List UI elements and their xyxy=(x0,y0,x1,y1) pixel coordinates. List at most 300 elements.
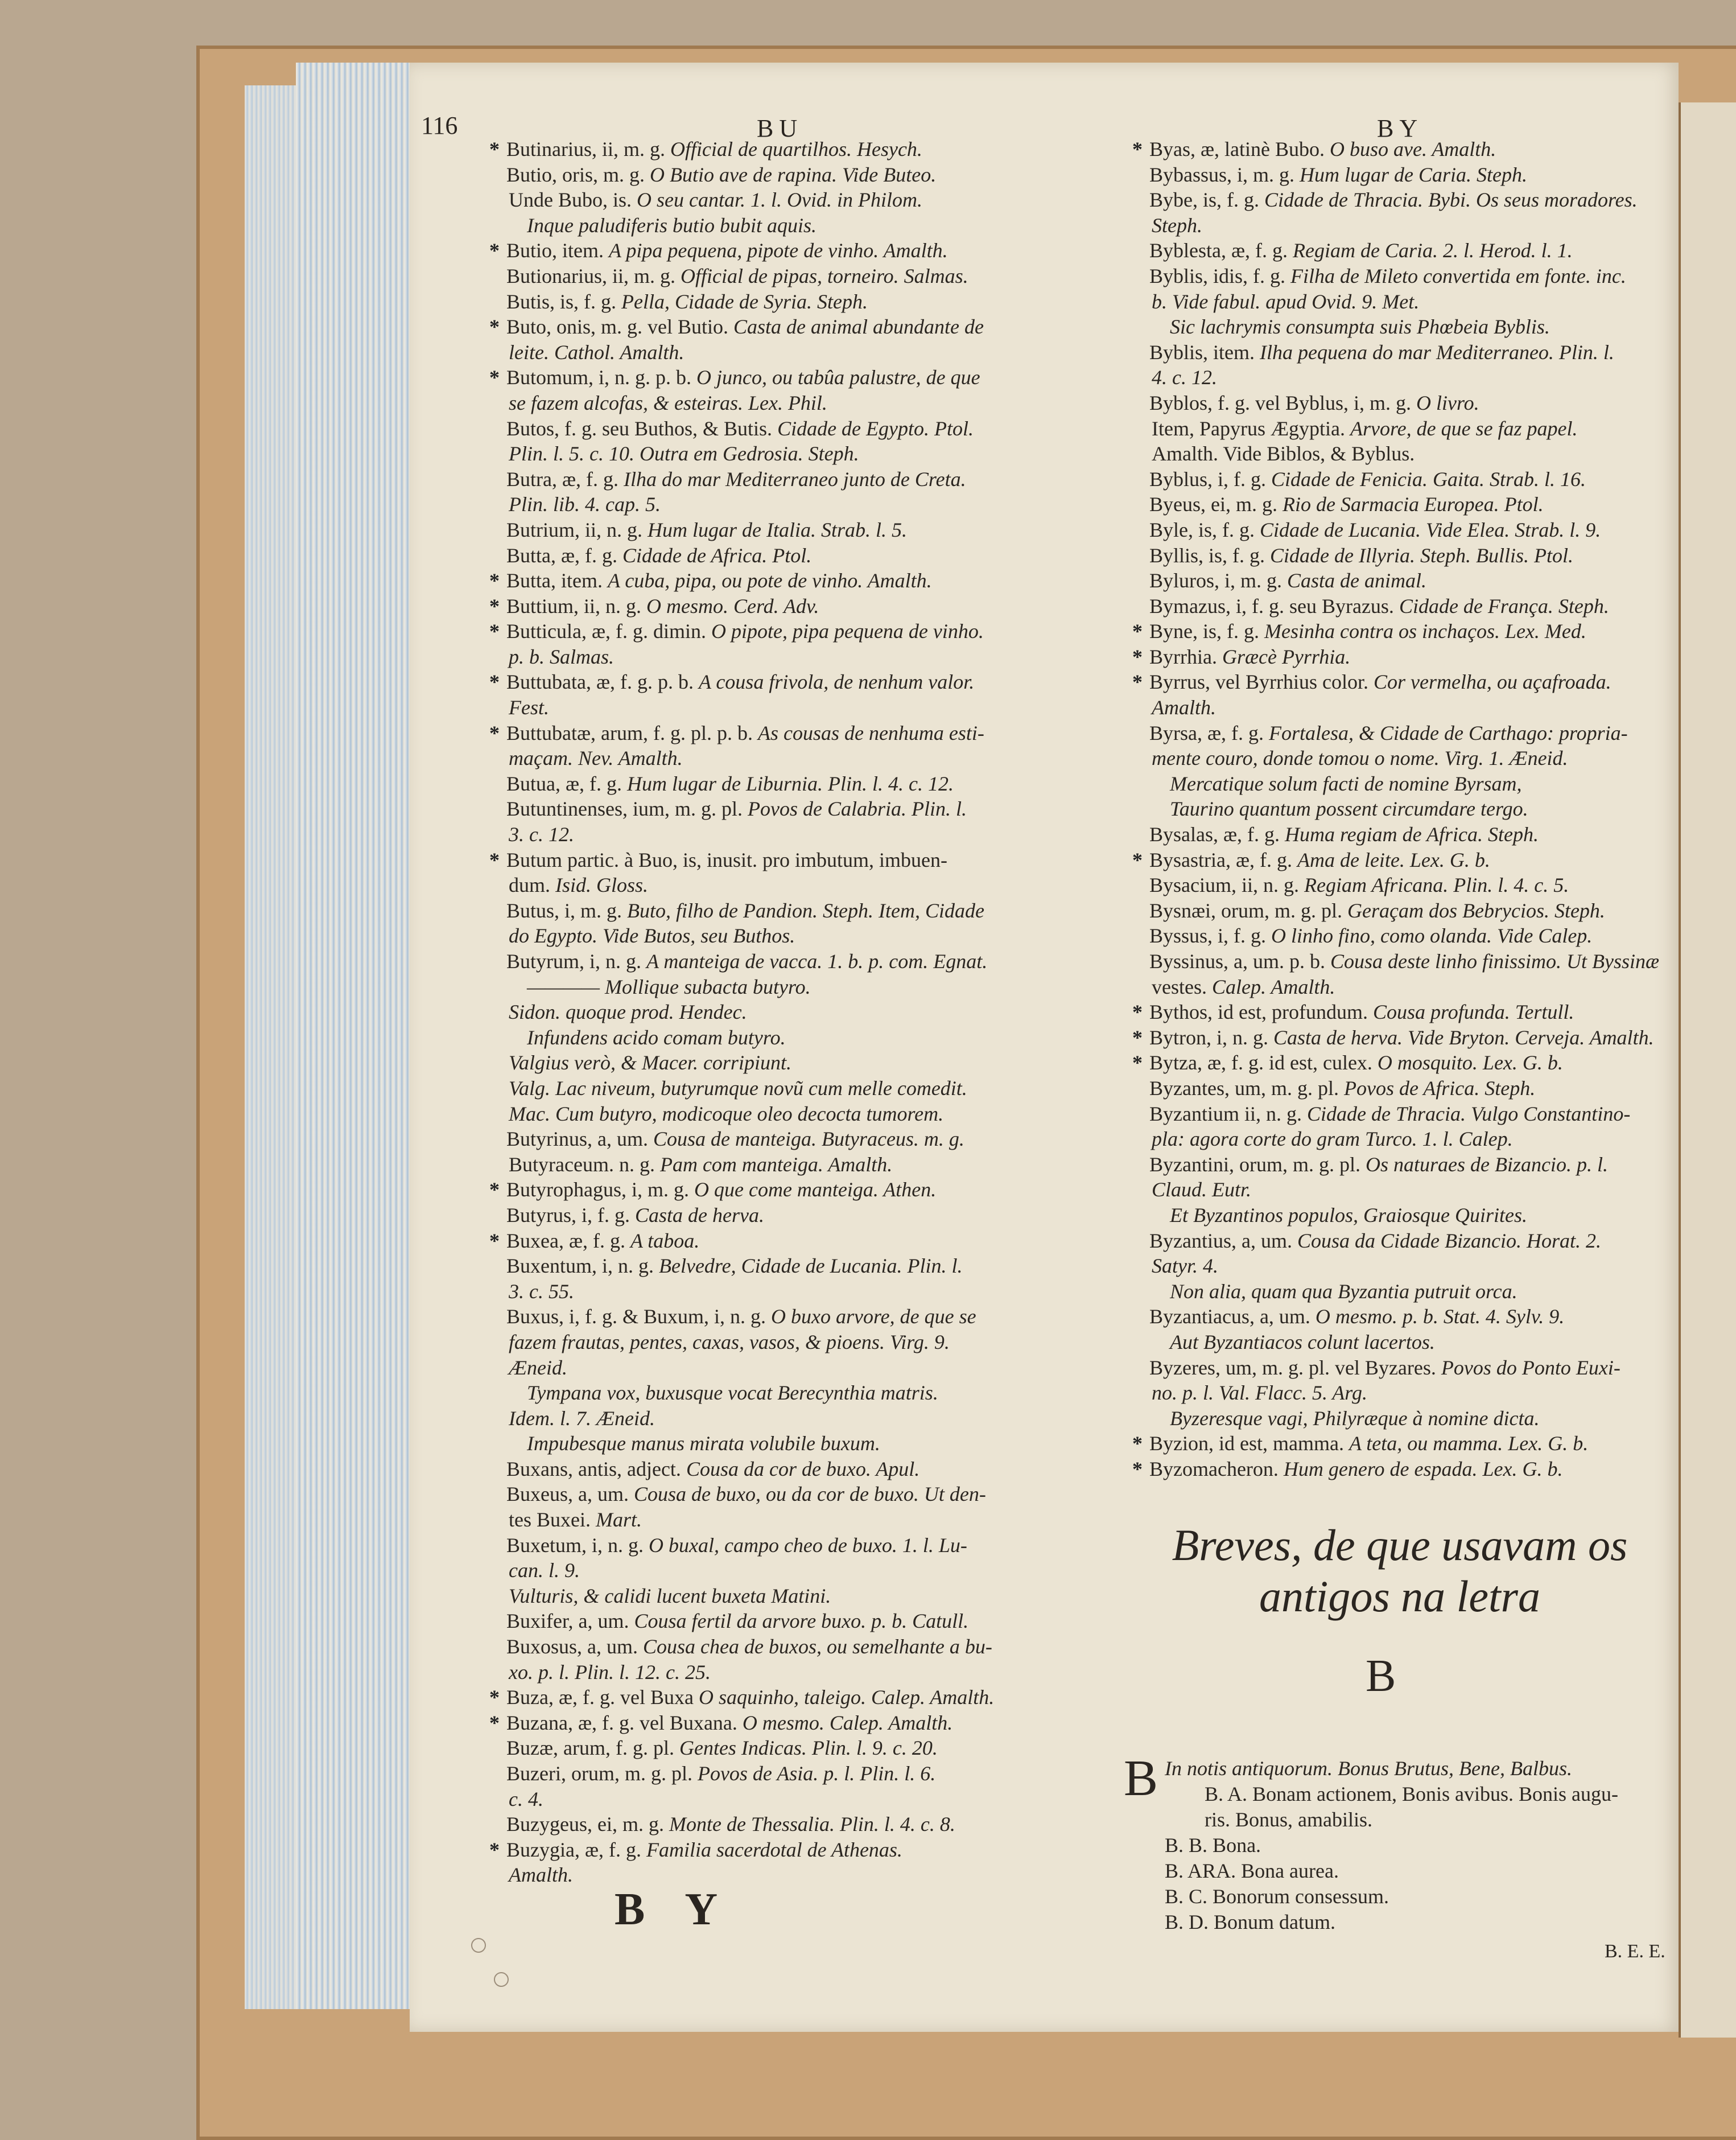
dictionary-entry-line xyxy=(1132,492,1667,517)
dictionary-entry-line xyxy=(1132,416,1667,442)
entry-definition: Amalth. xyxy=(509,1863,573,1887)
dictionary-entry-line xyxy=(489,1558,1092,1583)
section-heading: BY xyxy=(615,1884,758,1935)
entry-definition: Mart. xyxy=(595,1508,642,1532)
entry-definition: Arvore, de que se faz papel. xyxy=(1350,417,1578,440)
dictionary-entry-line xyxy=(489,517,1092,543)
entry-definition: O Butio ave de rapina. Vide Buteo. xyxy=(650,163,937,186)
entry-headword: Byzantium ii, n. g. xyxy=(1149,1102,1307,1125)
page-edges-inner xyxy=(296,63,410,2009)
entry-headword: dum. xyxy=(509,874,556,897)
dictionary-entry-line xyxy=(1132,517,1667,543)
entry-definition: Et Byzantinos populos, Graiosque Quirites. xyxy=(1170,1203,1527,1227)
asterisk-marker: * xyxy=(1132,670,1143,694)
entry-definition: Casta de herva. Vide Bryton. Cerveja. Amalth. xyxy=(1273,1026,1654,1049)
entry-definition: O seu cantar. 1. l. Ovid. in Philom. xyxy=(637,188,922,212)
dictionary-entry-line xyxy=(489,340,1092,365)
entry-definition: Æneid. xyxy=(509,1356,567,1379)
entry-definition: Povos do Ponto Euxi- xyxy=(1441,1356,1620,1379)
entry-definition: Tympana vox, buxusque vocat Berecynthia matris. xyxy=(527,1381,938,1405)
entry-definition: Inque paludiferis butio bubit aquis. xyxy=(527,213,817,237)
entry-definition: Regiam Africana. Plin. l. 4. c. 5. xyxy=(1304,874,1569,897)
running-header-right: BY xyxy=(1377,114,1424,142)
dictionary-entry-line xyxy=(1132,1203,1667,1228)
breves-list xyxy=(1124,1750,1670,1935)
entry-definition: Valg. Lac niveum, butyrumque novũ cum melle comedit. xyxy=(509,1076,967,1100)
entry-definition: A teta, ou mamma. Lex. G. b. xyxy=(1349,1432,1589,1455)
entry-definition: O junco, ou tabûa palustre, de que xyxy=(696,366,980,389)
entry-definition: 4. c. 12. xyxy=(1152,366,1217,389)
entry-definition: O buso ave. Amalth. xyxy=(1330,138,1496,160)
asterisk-marker: * xyxy=(489,1229,500,1252)
dictionary-entry-line xyxy=(1132,1177,1667,1203)
entry-headword: Byas, æ, latinè Bubo. xyxy=(1149,138,1330,160)
entry-headword: Byllis, is, f. g. xyxy=(1149,544,1271,567)
entry-headword: Butyrinus, a, um. xyxy=(506,1127,653,1151)
entry-headword: Buzæ, arum, f. g. pl. xyxy=(506,1736,679,1760)
entry-headword: Bysalas, æ, f. g. xyxy=(1149,823,1285,846)
entry-definition: do Egypto. Vide Butos, seu Buthos. xyxy=(509,924,795,948)
dictionary-entry-line xyxy=(489,999,1092,1025)
dictionary-entry-line xyxy=(489,1685,1092,1710)
entry-headword: Buxentum, i, n. g. xyxy=(506,1254,659,1278)
entry-headword: Byblesta, æ, f. g. xyxy=(1149,239,1293,262)
asterisk-marker: * xyxy=(1132,1051,1143,1075)
entry-headword: vestes. xyxy=(1152,975,1212,998)
dictionary-entry-line xyxy=(1132,898,1667,924)
entry-definition: O mesmo. Calep. Amalth. xyxy=(742,1711,953,1734)
dictionary-entry-line xyxy=(489,594,1092,619)
entry-headword: Byzion, id est, mamma. xyxy=(1149,1432,1349,1455)
entry-definition: O pipote, pipa pequena de vinho. xyxy=(711,620,984,643)
breves-title-line2: antigos na letra xyxy=(1259,1571,1540,1621)
entry-definition: A manteiga de vacca. 1. b. p. com. Egnat. xyxy=(646,950,988,973)
dictionary-entry-line xyxy=(489,441,1092,467)
dictionary-entry-line xyxy=(489,1076,1092,1101)
entry-definition: Official de pipas, torneiro. Salmas. xyxy=(681,264,968,287)
dictionary-entry-line xyxy=(489,289,1092,315)
entry-definition: Sic lachrymis consumpta suis Phœbeia Byblis. xyxy=(1170,315,1550,339)
dictionary-entry-line xyxy=(489,1228,1092,1254)
entry-definition: Cousa de manteiga. Butyraceus. m. g. xyxy=(653,1127,964,1151)
entry-headword: Byzantius, a, um. xyxy=(1149,1229,1297,1252)
breves-line: B. ARA. Bona aurea. xyxy=(1165,1859,1339,1882)
dictionary-entry-line xyxy=(1132,746,1667,771)
dictionary-entry-line xyxy=(1132,137,1667,162)
entry-headword: Butticula, æ, f. g. dimin. xyxy=(506,620,711,643)
asterisk-marker: * xyxy=(1132,848,1143,871)
dictionary-entry-line xyxy=(1132,1279,1667,1304)
asterisk-marker: * xyxy=(489,1711,500,1734)
entry-definition: Cor vermelha, ou açafroada. xyxy=(1373,670,1611,694)
dictionary-entry-line xyxy=(1132,669,1667,695)
entry-definition: Rio de Sarmacia Europea. Ptol. xyxy=(1282,493,1544,516)
breves-letter: B xyxy=(1366,1651,1396,1701)
entry-headword: Buzana, æ, f. g. vel Buxana. xyxy=(506,1711,743,1734)
dictionary-entry-line xyxy=(1132,644,1667,670)
dictionary-entry-line xyxy=(489,416,1092,442)
entry-definition: Calep. Amalth. xyxy=(1211,975,1335,998)
dictionary-entry-line xyxy=(1132,619,1667,644)
dictionary-entry-line xyxy=(1132,467,1667,492)
entry-headword: tes Buxei. xyxy=(509,1508,596,1532)
entry-definition: Plin. lib. 4. cap. 5. xyxy=(509,493,661,516)
entry-definition: Geraçam dos Bebrycios. Steph. xyxy=(1347,899,1605,922)
entry-headword: Butum partic. à Buo, is, inusit. pro imbutum, imbuen- xyxy=(506,848,947,871)
entry-definition: 3. c. 55. xyxy=(509,1279,574,1303)
dictionary-entry-line xyxy=(489,1025,1092,1051)
entry-headword: Butrium, ii, n. g. xyxy=(506,518,648,541)
entry-definition: Gentes Indicas. Plin. l. 9. c. 20. xyxy=(679,1736,938,1760)
entry-headword: Byzantini, orum, m. g. pl. xyxy=(1149,1153,1366,1176)
entry-definition: O mesmo. Cerd. Adv. xyxy=(646,594,819,618)
entry-definition: Cousa de buxo, ou da cor de buxo. Ut den- xyxy=(633,1483,986,1506)
entry-headword: Bytron, i, n. g. xyxy=(1149,1026,1274,1049)
asterisk-marker: * xyxy=(489,721,500,744)
entry-definition: Cidade de Fenicia. Gaita. Strab. l. 16. xyxy=(1271,467,1586,491)
entry-headword: Butua, æ, f. g. xyxy=(506,772,627,795)
dictionary-entry-line xyxy=(1132,1456,1667,1482)
entry-definition: Povos de Asia. p. l. Plin. l. 6. xyxy=(697,1762,936,1785)
entry-definition: Impubesque manus mirata volubile buxum. xyxy=(527,1432,880,1455)
entry-headword: Butomum, i, n. g. p. b. xyxy=(506,366,697,389)
dictionary-entry-line xyxy=(489,543,1092,569)
right-column xyxy=(1132,137,1667,1481)
entry-definition: Cousa deste linho finissimo. Ut Byssinæ xyxy=(1330,950,1660,973)
dictionary-entry-line xyxy=(1132,213,1667,238)
entry-headword: Byrrus, vel Byrrhius color. xyxy=(1149,670,1374,694)
entry-definition: O saquinho, taleigo. Calep. Amalth. xyxy=(698,1686,995,1709)
dictionary-entry-line xyxy=(1132,822,1667,847)
entry-definition: Cidade de Thracia. Vulgo Constantino- xyxy=(1306,1102,1631,1125)
dictionary-entry-line xyxy=(489,264,1092,289)
dictionary-entry-line xyxy=(489,1101,1092,1127)
dictionary-entry-line xyxy=(489,1406,1092,1431)
entry-definition: ———— Mollique subacta butyro. xyxy=(527,975,811,998)
dictionary-entry-line xyxy=(1132,1126,1667,1152)
dictionary-entry-line xyxy=(489,644,1092,670)
entry-definition: fazem frautas, pentes, caxas, vasos, & pioens. Virg. 9. xyxy=(509,1330,950,1353)
entry-definition: Hum lugar de Italia. Strab. l. 5. xyxy=(648,518,908,541)
entry-headword: Byzantiacus, a, um. xyxy=(1149,1305,1316,1328)
entry-headword: Unde Bubo, is. xyxy=(509,188,637,212)
entry-headword: Butyrum, i, n. g. xyxy=(506,950,647,973)
entry-definition: Povos de Calabria. Plin. l. xyxy=(748,797,967,821)
breves-line: B. B. Bona. xyxy=(1165,1834,1261,1857)
dictionary-entry-line xyxy=(489,365,1092,390)
entry-headword: Byblis, item. xyxy=(1149,340,1260,364)
dictionary-entry-line xyxy=(1132,1304,1667,1330)
dictionary-entry-line xyxy=(1132,1406,1667,1431)
entry-headword: Byblus, i, f. g. xyxy=(1149,467,1272,491)
entry-headword: Byrrhia. xyxy=(1149,645,1222,668)
entry-definition: leite. Cathol. Amalth. xyxy=(509,340,684,364)
entry-headword: Byrsa, æ, f. g. xyxy=(1149,721,1269,744)
entry-headword: Byzeres, um, m. g. pl. vel Byzares. xyxy=(1149,1356,1441,1379)
dictionary-entry-line xyxy=(489,1583,1092,1609)
dictionary-entry-line xyxy=(1132,1355,1667,1381)
dictionary-entry-line xyxy=(489,187,1092,213)
entry-definition: As cousas de nenhuma esti- xyxy=(757,721,984,744)
asterisk-marker: * xyxy=(489,620,500,643)
entry-headword: Buzygeus, ei, m. g. xyxy=(506,1813,669,1836)
asterisk-marker: * xyxy=(1132,1432,1143,1455)
entry-headword: Butta, item. xyxy=(506,569,608,592)
entry-definition: O livro. xyxy=(1416,391,1479,414)
dictionary-entry-line xyxy=(489,721,1092,746)
drop-cap: B xyxy=(1124,1750,1158,1806)
entry-definition: Cidade de Egypto. Ptol. xyxy=(777,417,974,440)
dictionary-entry-line xyxy=(489,1710,1092,1736)
entry-definition: Cousa da cor de buxo. Apul. xyxy=(686,1457,920,1480)
entry-definition: Taurino quantum possent circumdare tergo. xyxy=(1170,797,1528,821)
entry-definition: O mesmo. p. b. Stat. 4. Sylv. 9. xyxy=(1315,1305,1565,1328)
entry-definition: O buxal, campo cheo de buxo. 1. l. Lu- xyxy=(649,1533,967,1557)
dictionary-entry-line xyxy=(489,1380,1092,1406)
dictionary-entry-line xyxy=(1132,289,1667,315)
entry-headword: Bybassus, i, m. g. xyxy=(1149,163,1300,186)
entry-definition: Cousa da Cidade Bizancio. Horat. 2. xyxy=(1297,1229,1601,1252)
entry-headword: Bysastria, æ, f. g. xyxy=(1149,848,1297,871)
entry-headword: Butio, oris, m. g. xyxy=(506,163,650,186)
asterisk-marker: * xyxy=(489,1838,500,1861)
entry-headword: Byssus, i, f. g. xyxy=(1149,924,1272,948)
asterisk-marker: * xyxy=(489,670,500,694)
entry-definition: A taboa. xyxy=(630,1229,700,1252)
asterisk-marker: * xyxy=(489,1686,500,1709)
entry-definition: Sidon. quoque prod. Hendec. xyxy=(509,1001,747,1024)
entry-headword: Buttubata, æ, f. g. p. b. xyxy=(506,670,699,694)
running-header-left: BU xyxy=(757,114,803,142)
dictionary-entry-line xyxy=(489,238,1092,264)
dictionary-entry-line xyxy=(489,1253,1092,1279)
entry-definition: Infundens acido comam butyro. xyxy=(527,1026,786,1049)
entry-headword: Byssinus, a, um. p. b. xyxy=(1149,950,1331,973)
entry-definition: Pam com manteiga. Amalth. xyxy=(659,1153,893,1176)
entry-definition: Steph. xyxy=(1152,213,1202,237)
asterisk-marker: * xyxy=(489,569,500,592)
entry-headword: Butus, i, m. g. xyxy=(506,899,628,922)
asterisk-marker: * xyxy=(1132,645,1143,668)
dictionary-entry-line xyxy=(489,1507,1092,1533)
entry-headword: Bythos, id est, profundum. xyxy=(1149,1001,1373,1024)
entry-definition: Plin. l. 5. c. 10. Outra em Gedrosia. Steph. xyxy=(509,442,859,466)
dictionary-entry-line xyxy=(489,1456,1092,1482)
entry-definition: Fortalesa, & Cidade de Carthago: propria- xyxy=(1269,721,1628,744)
entry-headword: Buzygia, æ, f. g. xyxy=(506,1838,646,1861)
asterisk-marker: * xyxy=(489,239,500,262)
punch-hole xyxy=(471,1938,486,1953)
breves-first-line: In notis antiquorum. Bonus Brutus, Bene, Balbus. xyxy=(1165,1757,1573,1780)
dictionary-entry-line xyxy=(1132,847,1667,873)
asterisk-marker: * xyxy=(489,594,500,618)
entry-definition: Mesinha contra os inchaços. Lex. Med. xyxy=(1264,620,1586,643)
asterisk-marker: * xyxy=(489,1178,500,1201)
entry-definition: Fest. xyxy=(509,696,549,719)
dictionary-entry-line xyxy=(1132,974,1667,1000)
dictionary-entry-line xyxy=(489,746,1092,771)
dictionary-entry-line xyxy=(1132,390,1667,416)
entry-definition: Familia sacerdotal de Athenas. xyxy=(646,1838,902,1861)
dictionary-entry-line xyxy=(1132,1228,1667,1254)
left-column xyxy=(489,137,1092,1888)
entry-definition: Idem. l. 7. Æneid. xyxy=(509,1406,655,1430)
dictionary-entry-line xyxy=(489,568,1092,594)
entry-headword: Butta, æ, f. g. xyxy=(506,544,622,567)
entry-definition: A cuba, pipa, ou pote de vinho. Amalth. xyxy=(607,569,932,592)
dictionary-entry-line xyxy=(489,162,1092,188)
dictionary-entry-line xyxy=(489,1761,1092,1787)
asterisk-marker: * xyxy=(1132,1457,1143,1480)
page-number: 116 xyxy=(421,112,458,139)
dictionary-entry-line xyxy=(489,669,1092,695)
entry-headword: Byzantes, um, m. g. pl. xyxy=(1149,1076,1344,1100)
entry-headword: Byblis, idis, f. g. xyxy=(1149,264,1291,287)
entry-headword: Byzomacheron. xyxy=(1149,1457,1284,1480)
dictionary-entry-line xyxy=(1132,1431,1667,1456)
entry-definition: Hum lugar de Caria. Steph. xyxy=(1300,163,1528,186)
dictionary-entry-line xyxy=(1132,923,1667,949)
entry-definition: Pella, Cidade de Syria. Steph. xyxy=(621,290,868,313)
entry-definition: Amalth. xyxy=(1152,696,1216,719)
entry-definition: A cousa frivola, de nenhum valor. xyxy=(698,670,975,694)
asterisk-marker: * xyxy=(1132,620,1143,643)
dictionary-entry-line xyxy=(489,1862,1092,1888)
dictionary-entry-line xyxy=(1132,949,1667,974)
entry-definition: Claud. Eutr. xyxy=(1152,1178,1252,1201)
entry-definition: Valgius verò, & Macer. corripiunt. xyxy=(509,1051,791,1075)
entry-definition: Cidade de Lucania. Vide Elea. Strab. l. 9. xyxy=(1260,518,1601,541)
entry-definition: 3. c. 12. xyxy=(509,823,574,846)
asterisk-marker: * xyxy=(489,138,500,160)
asterisk-marker: * xyxy=(489,366,500,389)
entry-headword: Butio, item. xyxy=(506,239,609,262)
entry-definition: Belvedre, Cidade de Lucania. Plin. l. xyxy=(659,1254,963,1278)
dictionary-entry-line xyxy=(489,847,1092,873)
entry-definition: Aut Byzantiacos colunt lacertos. xyxy=(1170,1330,1435,1353)
dictionary-entry-line xyxy=(1132,594,1667,619)
dictionary-entry-line xyxy=(489,873,1092,898)
facing-page-edge xyxy=(1679,102,1736,2038)
dictionary-entry-line xyxy=(489,1177,1092,1203)
dictionary-entry-line xyxy=(1132,1076,1667,1101)
entry-definition: Mercatique solum facti de nomine Byrsam, xyxy=(1170,772,1522,795)
entry-definition: O linho fino, como olanda. Vide Calep. xyxy=(1271,924,1593,948)
dictionary-entry-line xyxy=(1132,1152,1667,1178)
dictionary-entry-line xyxy=(489,1431,1092,1456)
dictionary-entry-line xyxy=(489,1152,1092,1178)
dictionary-entry-line xyxy=(489,1279,1092,1304)
dictionary-entry-line xyxy=(489,1787,1092,1812)
dictionary-entry-line xyxy=(489,1481,1092,1507)
entry-headword: Buxetum, i, n. g. xyxy=(506,1533,649,1557)
entry-definition: Non alia, quam qua Byzantia putruit orca. xyxy=(1170,1279,1518,1303)
dictionary-entry-line xyxy=(489,1050,1092,1076)
entry-headword: Bysnæi, orum, m. g. pl. xyxy=(1149,899,1348,922)
entry-definition: Cousa fertil da arvore buxo. p. b. Catull. xyxy=(634,1610,969,1633)
dictionary-entry-line xyxy=(1132,543,1667,569)
entry-definition: Ilha do mar Mediterraneo junto de Creta. xyxy=(623,467,966,491)
catchword: B. E. E. xyxy=(1605,1941,1665,1962)
breves-title xyxy=(1132,1520,1667,1622)
entry-definition: Official de quartilhos. Hesych. xyxy=(670,138,922,160)
entry-headword: Buto, onis, m. g. vel Butio. xyxy=(506,315,734,339)
dictionary-entry-line xyxy=(1132,1330,1667,1355)
dictionary-entry-line xyxy=(1132,238,1667,264)
dictionary-entry-line xyxy=(489,619,1092,644)
entry-definition: Cidade de França. Steph. xyxy=(1399,594,1609,618)
entry-definition: b. Vide fabul. apud Ovid. 9. Met. xyxy=(1152,290,1420,313)
dictionary-entry-line xyxy=(489,771,1092,797)
entry-definition: Povos de Africa. Steph. xyxy=(1343,1076,1536,1100)
entry-definition: Cidade de Africa. Ptol. xyxy=(622,544,812,567)
entry-definition: p. b. Salmas. xyxy=(509,645,615,668)
entry-headword: Buxea, æ, f. g. xyxy=(506,1229,630,1252)
dictionary-entry-line xyxy=(489,1608,1092,1634)
entry-definition: maçam. Nev. Amalth. xyxy=(509,747,683,770)
entry-headword: Byeus, ei, m. g. xyxy=(1149,493,1283,516)
dictionary-entry-line xyxy=(1132,441,1667,467)
punch-hole xyxy=(494,1972,509,1987)
entry-definition: Isid. Gloss. xyxy=(555,874,649,897)
dictionary-entry-line xyxy=(1132,340,1667,365)
entry-definition: Hum lugar de Liburnia. Plin. l. 4. c. 12. xyxy=(627,772,954,795)
entry-definition: O buxo arvore, de que se xyxy=(771,1305,976,1328)
entry-headword: Item, Papyrus Ægyptia. xyxy=(1152,417,1350,440)
breves-line: B. C. Bonorum consessum. xyxy=(1165,1885,1389,1908)
entry-headword: Butinarius, ii, m. g. xyxy=(506,138,670,160)
dictionary-entry-line xyxy=(489,1634,1092,1660)
entry-definition: Ama de leite. Lex. G. b. xyxy=(1297,848,1490,871)
breves-line: ris. Bonus, amabilis. xyxy=(1205,1808,1373,1831)
asterisk-marker: * xyxy=(489,848,500,871)
dictionary-entry-line xyxy=(489,1660,1092,1685)
entry-headword: Butuntinenses, ium, m. g. pl. xyxy=(506,797,748,821)
dictionary-entry-line xyxy=(489,492,1092,517)
dictionary-entry-line xyxy=(489,390,1092,416)
dictionary-entry-line xyxy=(1132,1050,1667,1076)
entry-definition: Hum genero de espada. Lex. G. b. xyxy=(1283,1457,1563,1480)
dictionary-entry-line xyxy=(1132,771,1667,797)
dictionary-entry-line xyxy=(1132,162,1667,188)
entry-definition: Cidade de Illyria. Steph. Bullis. Ptol. xyxy=(1270,544,1573,567)
dictionary-entry-line xyxy=(489,213,1092,238)
dictionary-entry-line xyxy=(489,974,1092,1000)
dictionary-entry-line xyxy=(489,1126,1092,1152)
asterisk-marker: * xyxy=(1132,1026,1143,1049)
entry-headword: Butis, is, f. g. xyxy=(506,290,622,313)
dictionary-entry-line xyxy=(489,796,1092,822)
dictionary-entry-line xyxy=(489,314,1092,340)
entry-definition: Cidade de Thracia. Bybi. Os seus moradores. xyxy=(1264,188,1638,212)
breves-title-line1: Breves, de que usavam os xyxy=(1172,1520,1628,1570)
entry-headword: Buxifer, a, um. xyxy=(506,1610,634,1633)
dictionary-entry-line xyxy=(1132,999,1667,1025)
entry-headword: Butos, f. g. seu Buthos, & Butis. xyxy=(506,417,778,440)
entry-definition: Casta de animal. xyxy=(1287,569,1427,592)
entry-headword: Buttubatæ, arum, f. g. pl. p. b. xyxy=(506,721,758,744)
entry-headword: Buxeus, a, um. xyxy=(506,1483,634,1506)
entry-definition: c. 4. xyxy=(509,1787,543,1810)
dictionary-entry-line xyxy=(489,898,1092,924)
entry-definition: Cousa chea de buxos, ou semelhante a bu- xyxy=(643,1635,992,1658)
entry-headword: Buzeri, orum, m. g. pl. xyxy=(506,1762,698,1785)
dictionary-entry-line xyxy=(489,695,1092,721)
dictionary-entry-line xyxy=(1132,1101,1667,1127)
entry-headword: Bytza, æ, f. g. id est, culex. xyxy=(1149,1051,1378,1075)
entry-definition: no. p. l. Val. Flacc. 5. Arg. xyxy=(1152,1381,1367,1405)
dictionary-entry-line xyxy=(1132,695,1667,721)
